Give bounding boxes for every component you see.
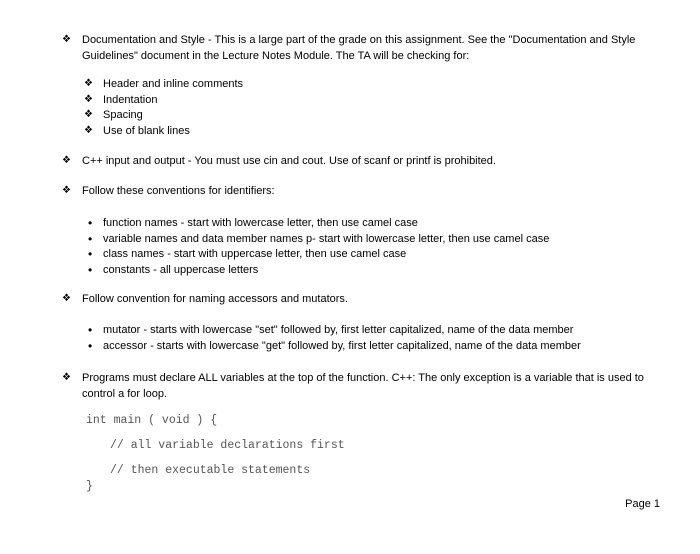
checklist-item: Spacing [103, 109, 143, 121]
dot-bullet-icon: • [88, 216, 93, 230]
diamond-bullet-icon: ❖ [84, 78, 93, 89]
diamond-bullet-icon: ❖ [84, 94, 93, 105]
convention-item: constants - all uppercase letters [103, 264, 259, 276]
dot-bullet-icon: • [88, 263, 93, 277]
diamond-bullet-icon: ❖ [62, 34, 71, 45]
dot-bullet-icon: • [88, 232, 93, 246]
code-line: int main ( void ) { [86, 414, 218, 427]
code-comment: // then executable statements [110, 464, 311, 477]
checklist-item: Indentation [103, 94, 158, 106]
checklist-item: Header and inline comments [103, 78, 244, 90]
diamond-bullet-icon: ❖ [62, 185, 71, 196]
section-accessors-mutators: Follow convention for naming accessors and mutators. [82, 293, 348, 305]
diamond-bullet-icon: ❖ [62, 372, 71, 383]
convention-item: function names - start with lowercase letter, then use camel case [103, 217, 418, 229]
diamond-bullet-icon: ❖ [62, 293, 71, 304]
diamond-bullet-icon: ❖ [84, 125, 93, 136]
section-documentation-style: Documentation and Style - This is a large part of the grade on this assignment. See the "Documentation and Style Guidelines" document in the Lecture Notes Module. The TA will be checking for: [82, 34, 636, 62]
section-variable-declarations: Programs must declare ALL variables at the top of the function. C++: The only exception is a variable that is used to control a for loop. [82, 372, 644, 400]
diamond-bullet-icon: ❖ [62, 155, 71, 166]
dot-bullet-icon: • [88, 339, 93, 353]
convention-item: mutator - starts with lowercase "set" followed by, first letter capitalized, name of the data member [103, 324, 574, 336]
convention-item: class names - start with uppercase letter, then use camel case [103, 248, 407, 260]
code-line: } [86, 480, 93, 493]
checklist-item: Use of blank lines [103, 125, 190, 137]
dot-bullet-icon: • [88, 323, 93, 337]
section-cpp-io: C++ input and output - You must use cin and cout. Use of scanf or printf is prohibited. [82, 155, 496, 167]
convention-item: accessor - starts with lowercase "get" followed by, first letter capitalized, name of the data member [103, 340, 581, 352]
code-comment: // all variable declarations first [110, 439, 345, 452]
dot-bullet-icon: • [88, 247, 93, 261]
diamond-bullet-icon: ❖ [84, 109, 93, 120]
convention-item: variable names and data member names p- start with lowercase letter, then use camel case [103, 233, 550, 245]
page-number: Page 1 [625, 498, 660, 510]
section-identifier-conventions: Follow these conventions for identifiers: [82, 185, 275, 197]
